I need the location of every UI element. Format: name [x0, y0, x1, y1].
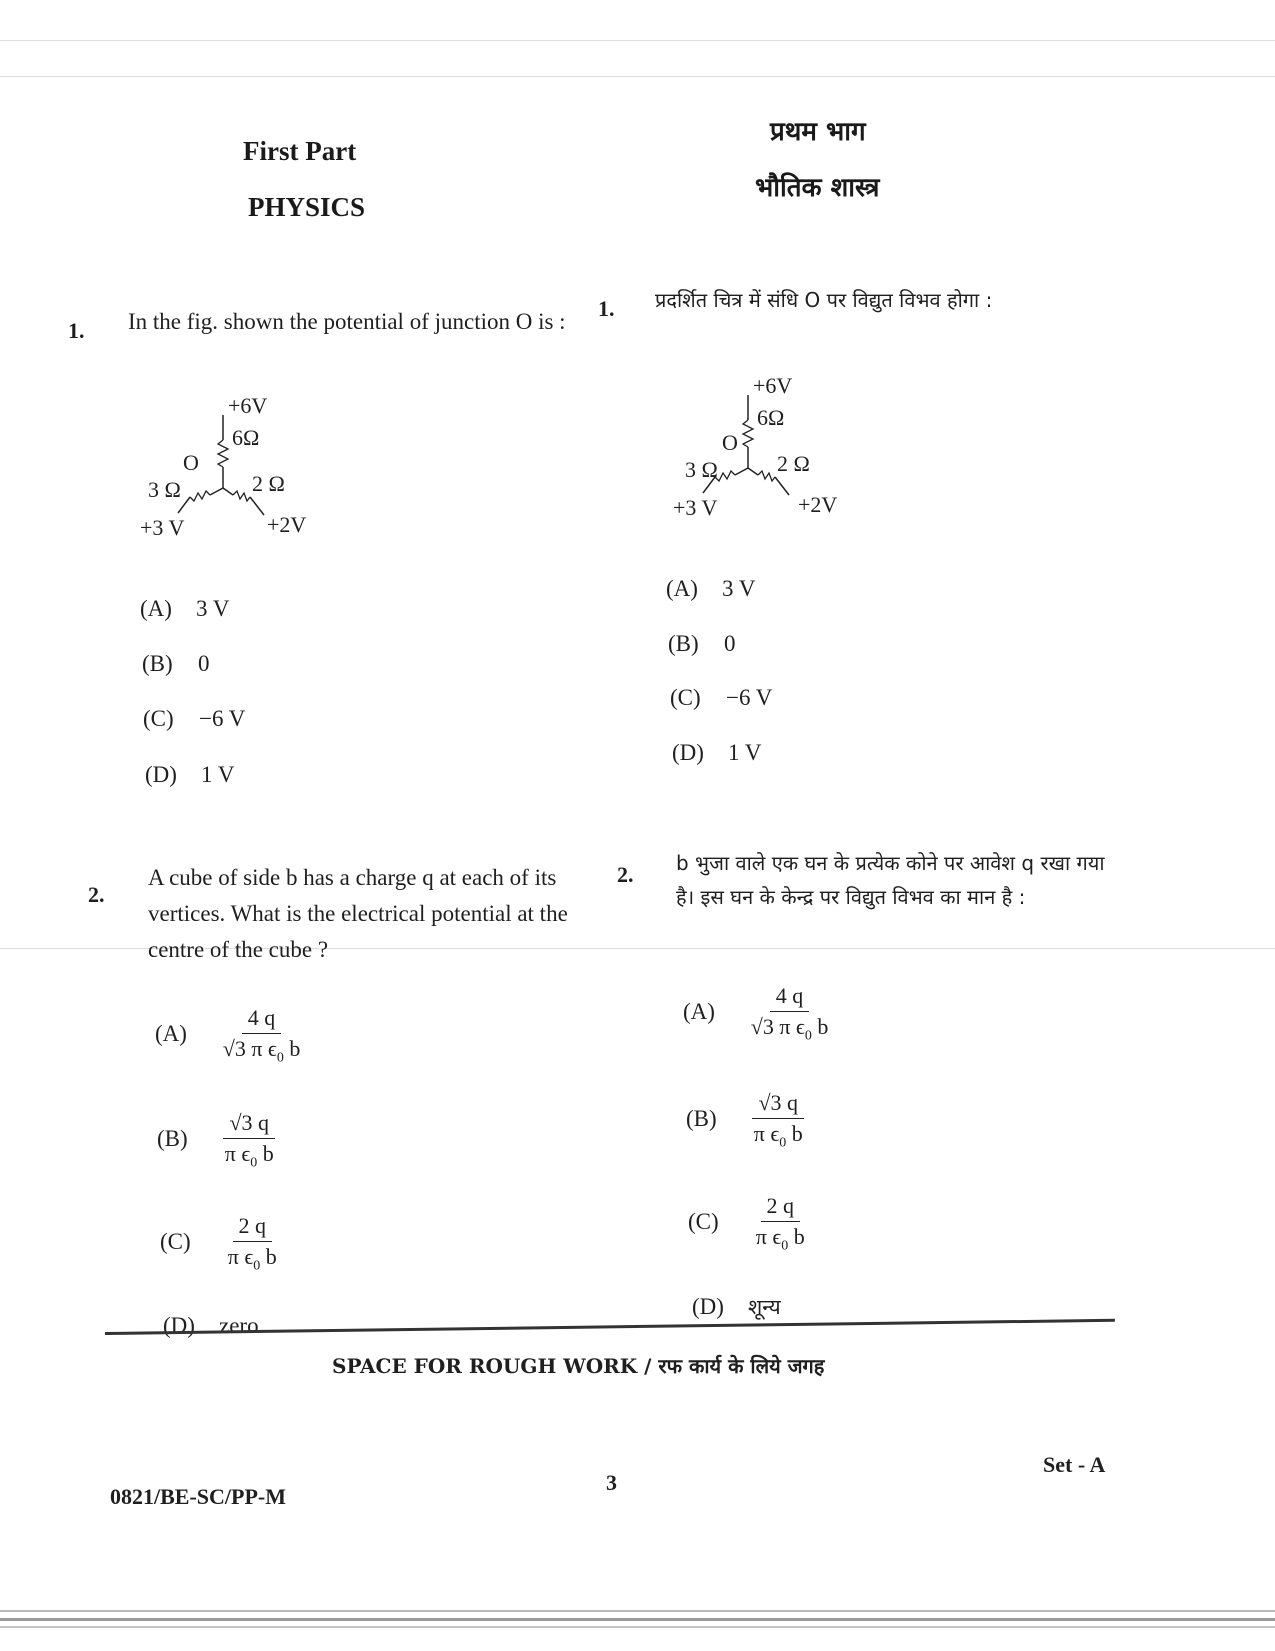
numerator: 4 q	[242, 1005, 282, 1034]
denominator-tail: b	[265, 1244, 277, 1269]
option-label: (A)	[155, 1020, 187, 1046]
rough-work-label: SPACE FOR ROUGH WORK / रफ कार्य के लिये जगह	[332, 1354, 825, 1378]
q2-number-en: 2.	[88, 882, 105, 907]
option-value: 3 V	[722, 576, 756, 601]
q1-en-top-voltage: +6V	[228, 395, 268, 418]
option-value: 0	[198, 651, 210, 676]
denominator-subscript: 0	[250, 1155, 258, 1171]
denominator-main: π ϵ	[224, 1141, 251, 1166]
q1-diagram-en	[140, 395, 340, 570]
left-part-heading: First Part	[243, 136, 357, 166]
q1-hi-left-voltage: +3 V	[673, 495, 718, 520]
numerator: 2 q	[761, 1193, 801, 1222]
denominator-subscript: 0	[253, 1258, 261, 1274]
denominator	[222, 1242, 283, 1274]
numerator: √3 q	[223, 1110, 275, 1139]
scan-line-top-2	[0, 76, 1275, 77]
q1-hi-option-c[interactable]	[670, 685, 772, 711]
q2-number-hi: 2.	[617, 862, 634, 887]
denominator-tail: b	[793, 1224, 805, 1249]
q2-hi-option-d[interactable]	[692, 1293, 781, 1321]
denominator-main: π ϵ	[753, 1121, 780, 1146]
q2-hi-option-c[interactable]	[688, 1193, 811, 1254]
q2-text-en: A cube of side b has a charge q at each of its vertices. What is the electrical potential at the centre of the cube ?	[148, 865, 568, 962]
denominator	[219, 1139, 280, 1171]
set-label: Set - A	[1043, 1452, 1106, 1477]
page-number: 3	[606, 1470, 617, 1495]
numerator: 2 q	[233, 1213, 273, 1242]
q2-en-option-d[interactable]	[163, 1313, 259, 1339]
option-value: −6 V	[199, 706, 246, 731]
option-label: (D)	[163, 1313, 195, 1338]
scan-line-top	[0, 40, 1275, 41]
option-value: zero	[219, 1313, 259, 1338]
fraction	[219, 1110, 280, 1171]
q1-en-right-resistor: 2 Ω	[252, 471, 285, 496]
option-label: (D)	[672, 740, 704, 765]
q1-en-option-b[interactable]	[142, 651, 210, 677]
option-label: (D)	[145, 762, 177, 787]
option-value: 3 V	[196, 596, 230, 621]
q1-en-option-d[interactable]	[145, 762, 234, 788]
q2-text-hi: b भुजा वाले एक घन के प्रत्येक कोने पर आवेश q रखा गया है। इस घन के केन्द्र पर विद्युत विभव का मान है :	[676, 851, 1105, 909]
q1-hi-option-b[interactable]	[668, 631, 736, 657]
fraction	[748, 1090, 809, 1151]
q2-hi-option-a[interactable]	[683, 983, 834, 1044]
q1-hi-option-d[interactable]	[672, 740, 761, 766]
bottom-border-line-1	[0, 1610, 1275, 1612]
option-label: (C)	[688, 1208, 719, 1234]
denominator-subscript: 0	[276, 1050, 284, 1066]
option-value: 1 V	[728, 740, 762, 765]
option-label: (B)	[668, 631, 699, 656]
bottom-border-line-3	[0, 1626, 1275, 1628]
denominator-tail: b	[817, 1014, 829, 1039]
option-label: (C)	[160, 1228, 191, 1254]
fraction	[745, 983, 835, 1044]
option-label: (A)	[666, 576, 698, 601]
option-value: शून्य	[748, 1295, 781, 1319]
q1-hi-top-resistor: 6Ω	[757, 405, 785, 430]
numerator: 4 q	[770, 983, 810, 1012]
denominator-main: π ϵ	[227, 1244, 254, 1269]
numerator: √3 q	[752, 1090, 804, 1119]
option-value: 0	[724, 631, 736, 656]
option-label: (B)	[157, 1125, 188, 1151]
q1-number-hi: 1.	[598, 296, 615, 321]
q2-hi-option-b[interactable]	[686, 1090, 809, 1151]
paper-code: 0821/BE-SC/PP-M	[110, 1484, 286, 1509]
q1-en-option-a[interactable]	[140, 596, 229, 622]
option-label: (B)	[686, 1105, 717, 1131]
q1-number-en: 1.	[68, 318, 85, 343]
q1-en-top-resistor: 6Ω	[232, 425, 260, 450]
option-value: −6 V	[726, 685, 773, 710]
fraction	[222, 1213, 283, 1274]
denominator	[217, 1034, 307, 1066]
q1-text-en: In the fig. shown the potential of junction O is :	[128, 309, 566, 334]
q1-en-left-voltage: +3 V	[140, 515, 185, 540]
q1-hi-right-resistor: 2 Ω	[777, 451, 810, 476]
q2-en-option-b[interactable]	[157, 1110, 280, 1171]
denominator-tail: b	[262, 1141, 274, 1166]
option-label: (A)	[140, 596, 172, 621]
option-label: (A)	[683, 998, 715, 1024]
q1-text-hi: प्रदर्शित चित्र में संधि O पर विद्युत विभव होगा :	[655, 288, 993, 312]
denominator	[745, 1012, 835, 1044]
right-part-heading: प्रथम भाग	[770, 117, 866, 147]
denominator-main: π ϵ	[755, 1224, 782, 1249]
denominator-subscript: 0	[779, 1135, 787, 1151]
option-label: (C)	[143, 706, 174, 731]
option-label: (D)	[692, 1294, 724, 1319]
denominator	[748, 1119, 809, 1151]
denominator-subscript: 0	[781, 1238, 789, 1254]
denominator-tail: b	[791, 1121, 803, 1146]
option-label: (C)	[670, 685, 701, 710]
q1-en-right-voltage: +2V	[267, 512, 307, 537]
q1-en-left-resistor: 3 Ω	[148, 477, 181, 502]
bottom-border-line-2	[0, 1618, 1275, 1621]
fraction	[217, 1005, 307, 1066]
q1-diagram-hi	[665, 375, 865, 550]
q2-en-option-c[interactable]	[160, 1213, 283, 1274]
denominator-main: √3 π ϵ	[750, 1014, 805, 1039]
denominator-main: √3 π ϵ	[222, 1036, 277, 1061]
q1-hi-left-resistor: 3 Ω	[685, 457, 718, 482]
q1-en-junction: O	[183, 450, 199, 475]
option-label: (B)	[142, 651, 173, 676]
q2-en-option-a[interactable]	[155, 1005, 306, 1066]
left-subject-heading: PHYSICS	[248, 192, 366, 222]
denominator-tail: b	[289, 1036, 301, 1061]
q1-hi-top-voltage: +6V	[753, 375, 793, 398]
denominator	[750, 1222, 811, 1254]
q1-en-option-c[interactable]	[143, 706, 245, 732]
denominator-subscript: 0	[804, 1028, 812, 1044]
q1-hi-right-voltage: +2V	[798, 492, 838, 517]
q1-hi-option-a[interactable]	[666, 576, 755, 602]
right-subject-heading: भौतिक शास्त्र	[755, 173, 880, 203]
fraction	[750, 1193, 811, 1254]
q1-hi-junction: O	[722, 430, 738, 455]
option-value: 1 V	[201, 762, 235, 787]
